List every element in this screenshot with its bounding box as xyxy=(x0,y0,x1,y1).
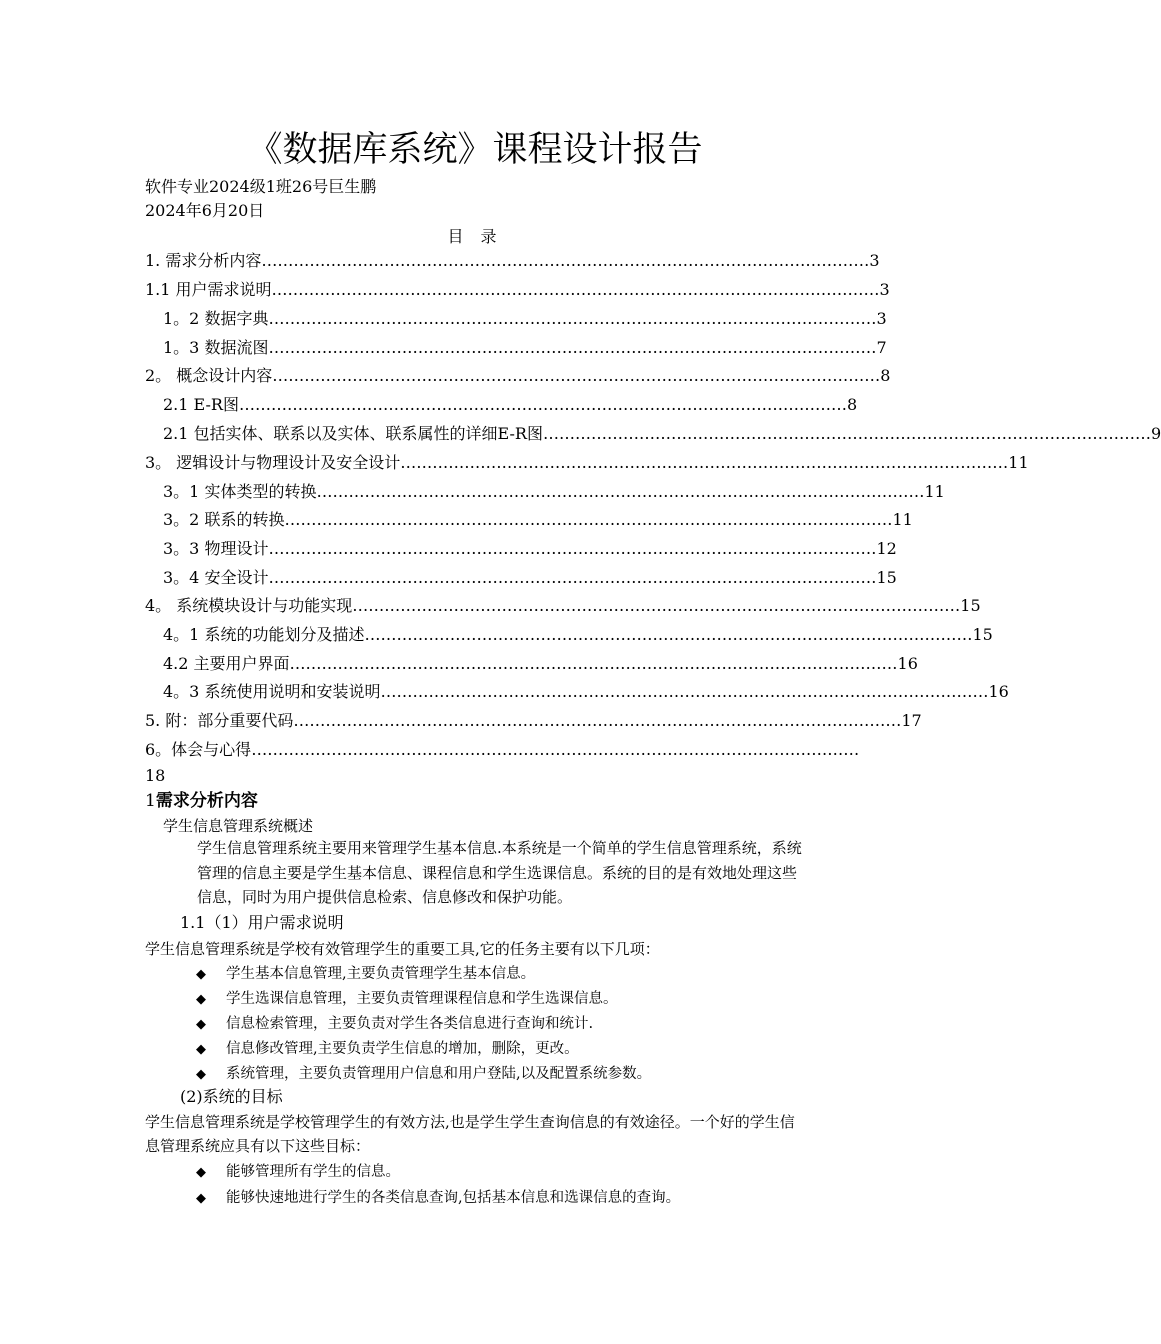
list-item xyxy=(196,1161,400,1184)
toc-heading: 目 录 xyxy=(447,227,503,246)
toc-entry-label: 5. 附：部分重要代码 xyxy=(145,711,294,730)
toc-entry-label: 1。2 数据字典 xyxy=(163,309,269,328)
toc-entry[interactable] xyxy=(163,567,897,589)
subsection-1-1-heading: 1.1（1）用户需求说明 xyxy=(180,913,344,932)
toc-entry-page: 15 xyxy=(876,568,897,587)
diamond-bullet-icon: ◆ xyxy=(196,1042,206,1057)
toc-entry-page: 11 xyxy=(892,510,913,529)
user-needs-intro: 学生信息管理系统是学校有效管理学生的重要工具,它的任务主要有以下几项： xyxy=(145,940,660,958)
toc-entry-label: 2.1 E-R图 xyxy=(163,395,239,414)
list-item xyxy=(196,1038,579,1061)
toc-entry-page: 15 xyxy=(960,596,981,615)
diamond-bullet-icon: ◆ xyxy=(196,992,206,1007)
toc-entry[interactable] xyxy=(145,250,880,272)
toc-leader-dots: …………………………………………………………………………………………………… xyxy=(272,366,881,385)
section-1-heading xyxy=(145,789,258,813)
diamond-bullet-icon: ◆ xyxy=(196,1191,206,1206)
toc-entry[interactable] xyxy=(163,509,913,531)
toc-entry-page: 3 xyxy=(869,251,880,270)
toc-leader-dots: …………………………………………………………………………………………………… xyxy=(316,482,925,501)
toc-leader-dots: …………………………………………………………………………………………………… xyxy=(542,424,1151,443)
toc-entry[interactable] xyxy=(163,681,1009,703)
list-item xyxy=(196,1013,593,1036)
toc-leader-dots: …………………………………………………………………………………………………… xyxy=(268,568,877,587)
toc-entry-label: 4.2 主要用户界面 xyxy=(163,654,290,673)
toc-leader-dots: …………………………………………………………………………………………………… xyxy=(352,596,961,615)
diamond-bullet-icon: ◆ xyxy=(196,1017,206,1032)
toc-entry[interactable] xyxy=(145,710,922,732)
toc-entry-label: 2.1 包括实体、联系以及实体、联系属性的详细E-R图 xyxy=(163,424,543,443)
list-item-text: 能够管理所有学生的信息。 xyxy=(226,1164,400,1180)
list-item xyxy=(196,963,535,986)
toc-leader-dots: …………………………………………………………………………………………………… xyxy=(284,510,893,529)
toc-entry-page-wrapped: 18 xyxy=(145,766,166,785)
list-item xyxy=(196,1063,651,1086)
toc-entry-label: 3。 逻辑设计与物理设计及安全设计 xyxy=(145,453,401,472)
report-date: 2024年6月20日 xyxy=(145,201,265,220)
toc-entry-label: 1. 需求分析内容 xyxy=(145,251,262,270)
toc-entry-page: 8 xyxy=(846,395,858,414)
author-line: 软件专业2024级1班26号巨生鹏 xyxy=(145,177,377,196)
toc-entry[interactable] xyxy=(163,337,887,359)
toc-entry-page: 15 xyxy=(972,625,993,644)
toc-entry-label: 1.1 用户需求说明 xyxy=(145,280,272,299)
toc-entry-label: 4。3 系统使用说明和安装说明 xyxy=(163,682,381,701)
list-item-text: 信息检索管理，主要负责对学生各类信息进行查询和统计. xyxy=(226,1016,594,1032)
diamond-bullet-icon: ◆ xyxy=(196,1067,206,1082)
toc-entry-label: 6。体会与心得 xyxy=(145,740,252,759)
toc-entry[interactable] xyxy=(163,308,887,330)
system-goal-paragraph: 学生信息管理系统是学校管理学生的有效方法,也是学生学生查询信息的有效途径。一个好的学生信息管理系统应具有以下这些目标： xyxy=(145,1113,795,1155)
toc-entry-page: 3 xyxy=(876,309,887,328)
document-title: 《数据库系统》课程设计报告 xyxy=(247,130,703,170)
toc-entry-page: 17 xyxy=(901,711,922,730)
toc-entry-page: 12 xyxy=(876,539,897,558)
toc-entry-page: 9 xyxy=(1150,424,1161,443)
toc-entry-label: 3。4 安全设计 xyxy=(163,568,269,587)
toc-leader-dots: …………………………………………………………………………………………………… xyxy=(268,309,877,328)
toc-entry-label: 1。3 数据流图 xyxy=(163,338,269,357)
toc-entry-label: 4。1 系统的功能划分及描述 xyxy=(163,625,365,644)
toc-entry-label: 3。1 实体类型的转换 xyxy=(163,482,317,501)
toc-entry[interactable] xyxy=(163,538,897,560)
toc-entry[interactable] xyxy=(145,279,890,301)
toc-leader-dots: …………………………………………………………………………………………………… xyxy=(268,539,877,558)
toc-entry-page: 11 xyxy=(1008,453,1029,472)
toc-entry-page: 11 xyxy=(924,482,945,501)
toc-leader-dots: …………………………………………………………………………………………………… xyxy=(268,338,877,357)
toc-leader-dots: …………………………………………………………………………………………………… xyxy=(238,395,847,414)
toc-leader-dots: …………………………………………………………………………………………………… xyxy=(271,280,880,299)
toc-entry-label: 3。3 物理设计 xyxy=(163,539,269,558)
toc-leader-dots: …………………………………………………………………………………………………… xyxy=(364,625,973,644)
list-item-text: 学生选课信息管理，主要负责管理课程信息和学生选课信息。 xyxy=(226,991,618,1007)
toc-entry[interactable] xyxy=(145,365,891,387)
toc-leader-dots: …………………………………………………………………………………………………… xyxy=(380,682,989,701)
list-item-text: 信息修改管理,主要负责学生信息的增加，删除，更改。 xyxy=(226,1041,579,1057)
toc-leader-dots: …………………………………………………………………………………………………… xyxy=(261,251,870,270)
overview-title: 学生信息管理系统概述 xyxy=(163,817,314,835)
toc-entry-label: 4。 系统模块设计与功能实现 xyxy=(145,596,353,615)
toc-entry[interactable] xyxy=(163,394,858,416)
toc-entry[interactable] xyxy=(163,624,993,646)
toc-leader-dots: …………………………………………………………………………………………………… xyxy=(251,740,860,759)
toc-leader-dots: …………………………………………………………………………………………………… xyxy=(400,453,1009,472)
list-item xyxy=(196,988,618,1011)
diamond-bullet-icon: ◆ xyxy=(196,967,206,982)
toc-entry-page: 7 xyxy=(876,338,887,357)
toc-entry-page: 16 xyxy=(897,654,918,673)
toc-entry[interactable] xyxy=(163,653,918,675)
toc-entry[interactable] xyxy=(163,481,945,503)
diamond-bullet-icon: ◆ xyxy=(196,1165,206,1180)
toc-entry-page: 3 xyxy=(879,280,890,299)
list-item-text: 系统管理，主要负责管理用户信息和用户登陆,以及配置系统参数。 xyxy=(226,1066,652,1082)
toc-entry[interactable] xyxy=(145,739,860,761)
toc-entry[interactable] xyxy=(145,452,1029,474)
overview-paragraph: 学生信息管理系统主要用来管理学生基本信息.本系统是一个简单的学生信息管理系统，系统管理的信息主要是学生基本信息、课程信息和学生选课信息。系统的目的是有效地处理这些信息，同时为用户提供信息检索、信息修改和保护功能。 xyxy=(197,839,802,906)
section-number: 1 xyxy=(145,791,156,811)
toc-entry-page: 8 xyxy=(880,366,891,385)
toc-entry[interactable] xyxy=(163,423,1161,445)
toc-entry-page: 16 xyxy=(988,682,1009,701)
list-item-text: 学生基本信息管理,主要负责管理学生基本信息。 xyxy=(226,966,536,982)
list-item-text: 能够快速地进行学生的各类信息查询,包括基本信息和选课信息的查询。 xyxy=(226,1190,681,1206)
section-title: 需求分析内容 xyxy=(155,791,258,811)
toc-entry[interactable] xyxy=(145,595,981,617)
toc-entry-label: 3。2 联系的转换 xyxy=(163,510,285,529)
system-goal-heading: (2)系统的目标 xyxy=(180,1087,283,1106)
toc-leader-dots: …………………………………………………………………………………………………… xyxy=(293,711,902,730)
toc-entry-label: 2。 概念设计内容 xyxy=(145,366,273,385)
list-item xyxy=(196,1187,680,1210)
toc-leader-dots: …………………………………………………………………………………………………… xyxy=(289,654,898,673)
